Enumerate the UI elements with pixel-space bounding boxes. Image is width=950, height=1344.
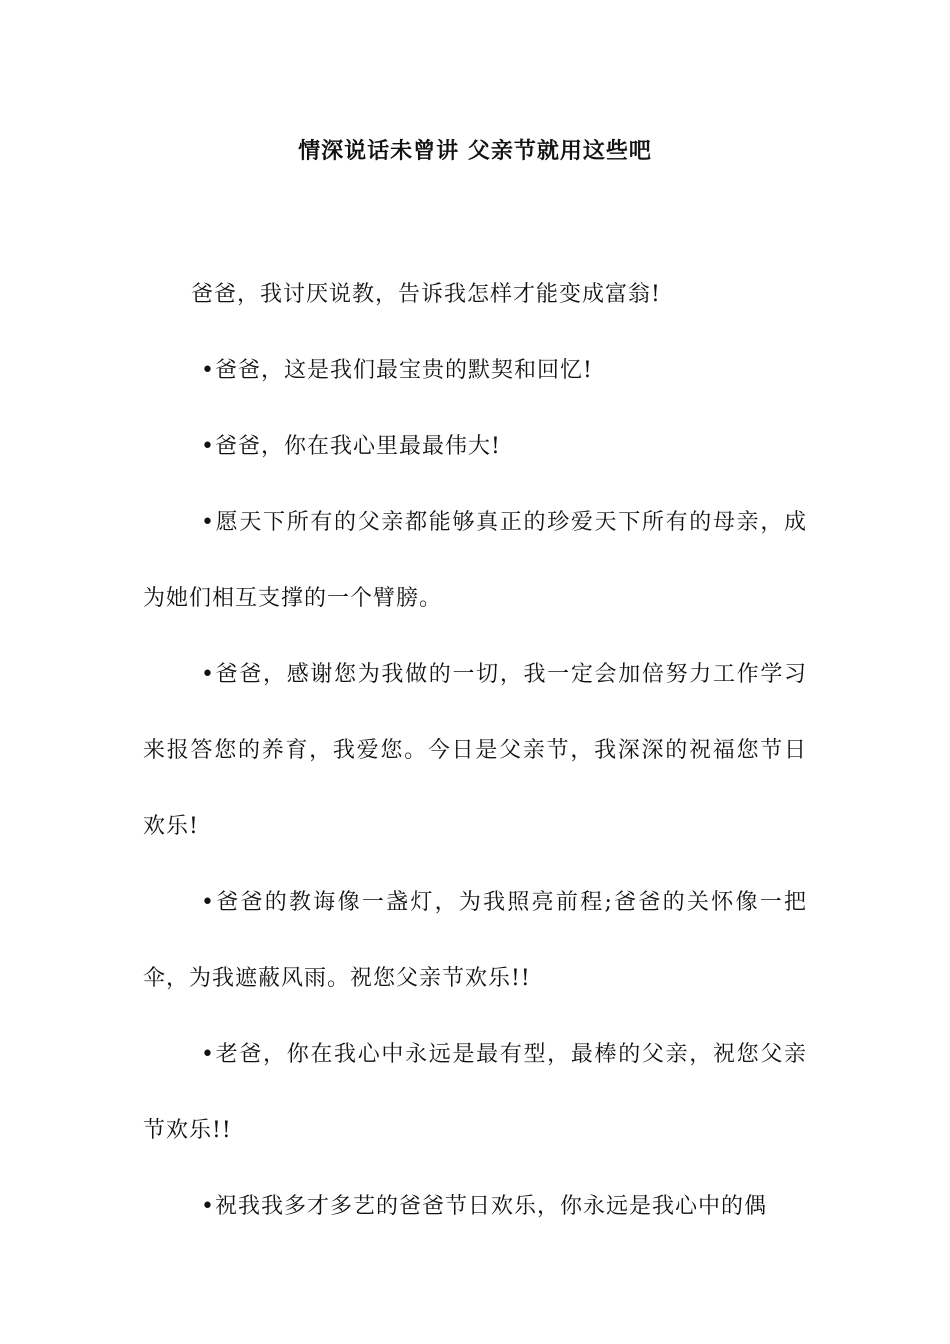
paragraph: •爸爸，你在我心里最最伟大! — [201, 434, 501, 459]
document-title: 情深说话未曾讲 父亲节就用这些吧 — [298, 139, 652, 164]
paragraph: •愿天下所有的父亲都能够真正的珍爱天下所有的母亲，成为她们相互支撑的一个臂膀。 — [143, 510, 807, 611]
paragraph: •爸爸的教诲像一盏灯，为我照亮前程;爸爸的关怀像一把伞，为我遮蔽风雨。祝您父亲节欢乐!! — [143, 890, 807, 991]
paragraph: •爸爸，这是我们最宝贵的默契和回忆! — [201, 358, 593, 383]
paragraph: •老爸，你在我心中永远是最有型，最棒的父亲，祝您父亲节欢乐!! — [143, 1042, 807, 1143]
paragraph: •爸爸，感谢您为我做的一切，我一定会加倍努力工作学习来报答您的养育，我爱您。今日是父亲节，我深深的祝福您节日欢乐! — [143, 662, 807, 839]
paragraph: •祝我我多才多艺的爸爸节日欢乐，你永远是我心中的偶 — [201, 1194, 767, 1219]
paragraph: 爸爸，我讨厌说教，告诉我怎样才能变成富翁! — [191, 282, 661, 307]
document-body — [143, 257, 807, 1245]
